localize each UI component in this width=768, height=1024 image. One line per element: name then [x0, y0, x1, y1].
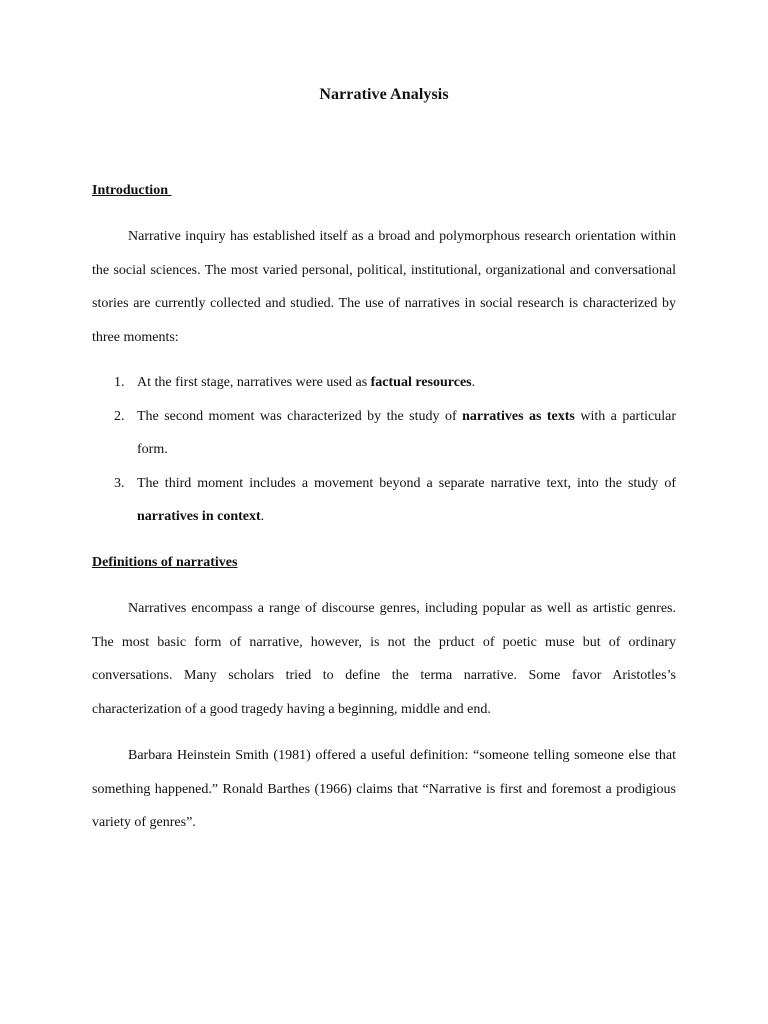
- document-title: Narrative Analysis: [319, 86, 449, 103]
- paragraph-definitions-1: Narratives encompass a range of discourse genres, including popular as well as artistic genres. The most basic form of narrative, however, is not the prduct of poetic muse but of ordinary conversations. Many scholars tried to define the terma narrative. Some favor Aristotles’s characterization of a good tragedy having a beginning, middle and end.: [92, 601, 676, 717]
- list-item-text: The second moment was characterized by the study of: [137, 408, 463, 424]
- list-item-text-after: .: [471, 375, 476, 390]
- list-item-bold: narratives in context: [137, 509, 261, 525]
- list-item: [92, 366, 676, 400]
- list-item-text: The third moment includes a movement beyond a separate narrative text, into the study of: [137, 475, 676, 491]
- list-item: [92, 400, 676, 467]
- list-item-text-after: .: [260, 509, 265, 525]
- list-item: [92, 467, 676, 534]
- list-item-number: 2.: [114, 408, 125, 424]
- list-item-text-after: with a particular form.: [137, 408, 676, 458]
- paragraph-introduction: Narrative inquiry has established itself as a broad and polymorphous research orientation within the social sciences. The most varied personal, political, institutional, organizational and conversational stories are currently collected and studied. The use of narratives in social research is characterized by three moments:: [92, 229, 676, 345]
- list-item-text: At the first stage, narratives were used as: [137, 375, 371, 390]
- list-item-bold: narratives as texts: [462, 408, 575, 424]
- moments-list: [92, 366, 676, 534]
- heading-definitions: Definitions of narratives: [92, 555, 238, 570]
- list-item-number: 1.: [114, 375, 125, 390]
- paragraph-definitions-2: Barbara Heinstein Smith (1981) offered a useful definition: “someone telling someone else that something happened.” Ronald Barthes (1966) claims that “Narrative is first and foremost a prodigious variety of genres”.: [92, 748, 676, 831]
- heading-introduction: Introduction: [92, 183, 172, 198]
- list-item-number: 3.: [114, 475, 125, 491]
- list-item-bold: factual resources: [370, 375, 472, 390]
